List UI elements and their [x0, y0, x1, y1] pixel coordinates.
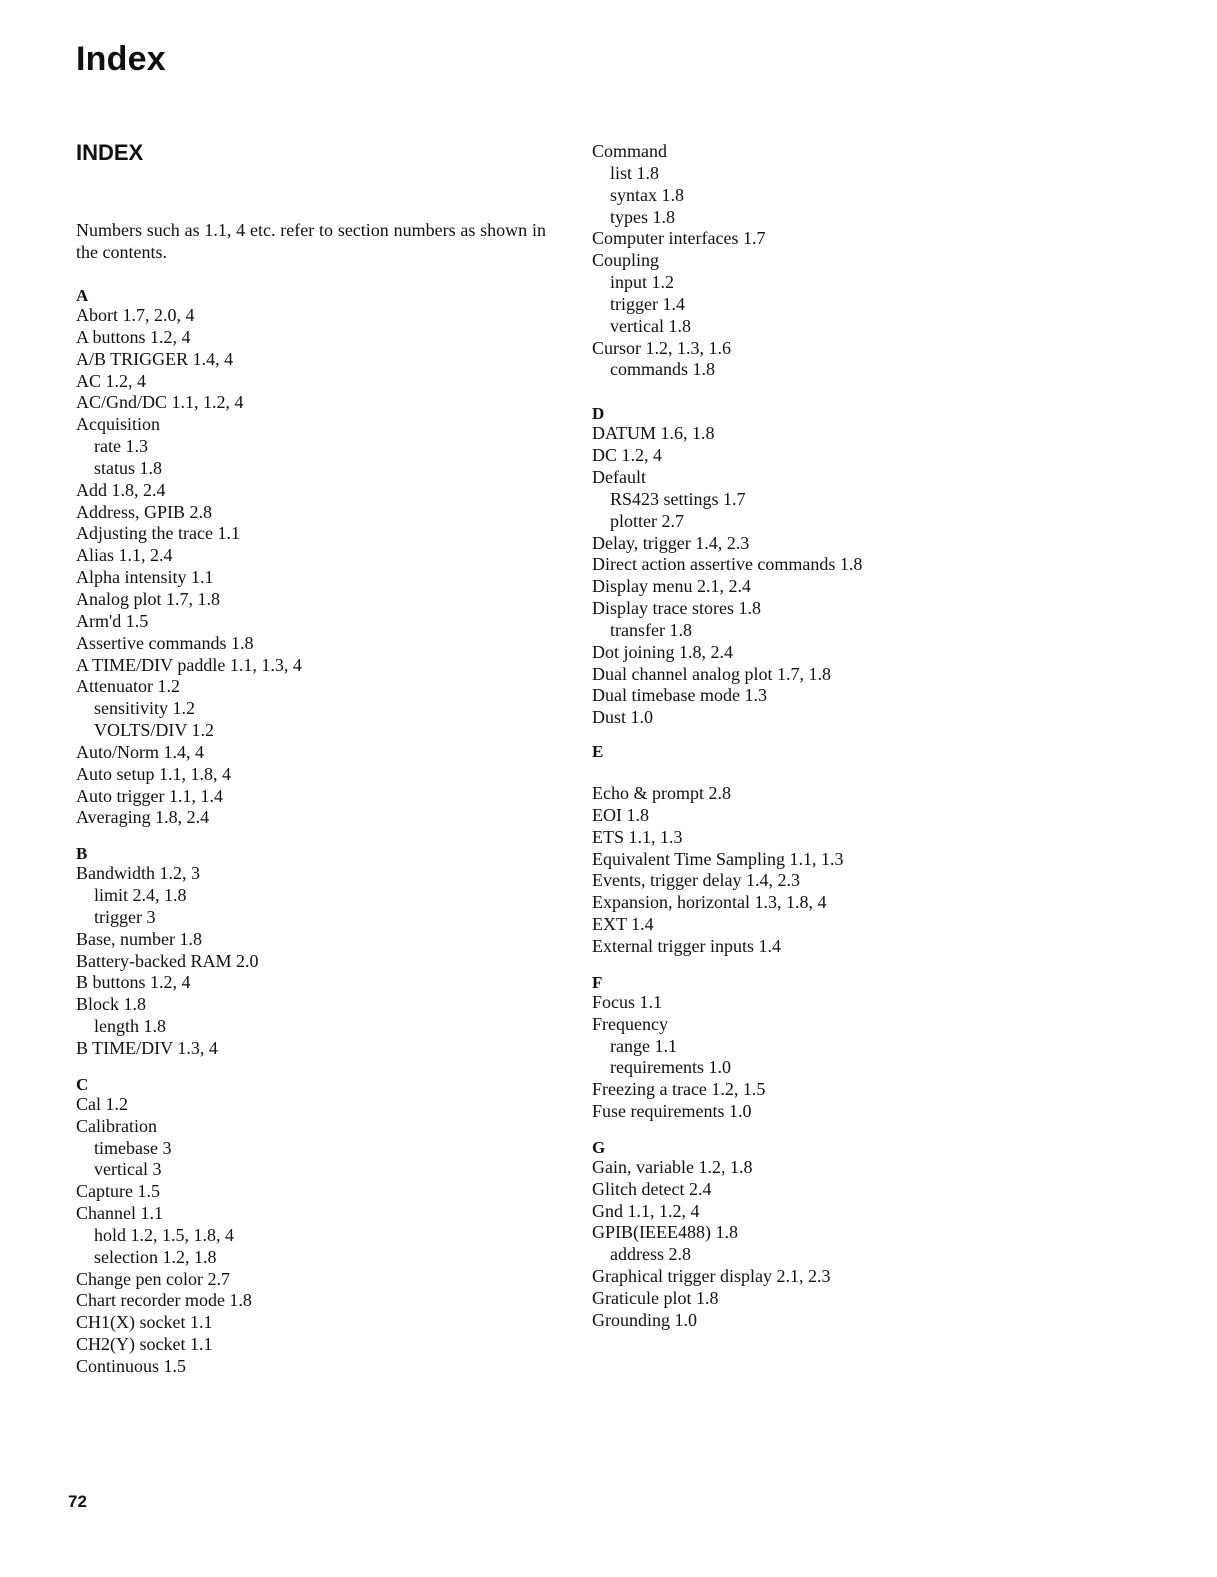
- index-subentry: VOLTS/DIV 1.2: [94, 720, 215, 741]
- index-entry: Chart recorder mode 1.8: [76, 1290, 252, 1311]
- index-subentry: plotter 2.7: [610, 510, 684, 531]
- index-entry: Display trace stores 1.8: [592, 598, 761, 619]
- letter-group-c: [76, 1064, 546, 1378]
- index-entry: Battery-backed RAM 2.0: [76, 950, 259, 971]
- page-title: Index: [76, 40, 166, 78]
- index-entry: B TIME/DIV 1.3, 4: [76, 1038, 218, 1058]
- index-entry: CH2(Y) socket 1.1: [76, 1334, 213, 1355]
- index-column-left: [76, 141, 546, 1378]
- index-entry: Cursor 1.2, 1.3, 1.6: [592, 337, 731, 358]
- index-entry: Events, trigger delay 1.4, 2.3: [592, 870, 800, 891]
- index-entry: ETS 1.1, 1.3: [592, 826, 683, 847]
- index-entry: Dust 1.0: [592, 707, 654, 728]
- index-subentry: trigger 1.4: [610, 293, 685, 314]
- index-entry: Bandwidth 1.2, 3: [76, 863, 200, 884]
- index-subentry: hold 1.2, 1.5, 1.8, 4: [94, 1224, 235, 1245]
- index-entry: Direct action assertive commands 1.8: [592, 554, 863, 575]
- letter-heading: C: [76, 1074, 89, 1094]
- index-entry: Command: [592, 141, 667, 161]
- index-subentry: range 1.1: [610, 1035, 677, 1056]
- letter-group-b: [76, 833, 546, 1060]
- index-entry: Base, number 1.8: [76, 928, 202, 949]
- index-entry: Expansion, horizontal 1.3, 1.8, 4: [592, 892, 827, 913]
- index-entry: EOI 1.8: [592, 804, 649, 825]
- index-entry: Arm'd 1.5: [76, 610, 149, 631]
- index-subentry: trigger 3: [94, 906, 156, 927]
- index-entry: GPIB(IEEE488) 1.8: [592, 1222, 738, 1243]
- index-entry: B buttons 1.2, 4: [76, 972, 191, 993]
- index-entry: Grounding 1.0: [592, 1309, 697, 1330]
- index-entry: Continuous 1.5: [76, 1355, 187, 1376]
- letter-heading: F: [592, 972, 603, 992]
- index-entry: AC/Gnd/DC 1.1, 1.2, 4: [76, 392, 244, 413]
- index-entry: Dual channel analog plot 1.7, 1.8: [592, 663, 831, 684]
- index-intro: Numbers such as 1.1, 4 etc. refer to section numbers as shown in the contents.: [76, 220, 546, 262]
- page-number: 72: [68, 1492, 87, 1511]
- index-entry: Abort 1.7, 2.0, 4: [76, 305, 195, 325]
- index-entry: Echo & prompt 2.8: [592, 783, 731, 804]
- letter-heading: A: [76, 286, 89, 305]
- letter-group-f: [592, 962, 1072, 1123]
- index-entry: Acquisition: [76, 414, 160, 435]
- letter-heading: E: [592, 742, 604, 762]
- index-entry: Dot joining 1.8, 2.4: [592, 641, 734, 662]
- index-entry: Gnd 1.1, 1.2, 4: [592, 1200, 700, 1221]
- index-subentry: commands 1.8: [610, 359, 715, 380]
- index-subentry: selection 1.2, 1.8: [94, 1246, 217, 1267]
- index-entry: Computer interfaces 1.7: [592, 228, 766, 249]
- index-subentry: rate 1.3: [94, 436, 148, 457]
- letter-heading: B: [76, 844, 88, 864]
- index-entry: Display menu 2.1, 2.4: [592, 576, 751, 597]
- index-entry: DC 1.2, 4: [592, 445, 663, 466]
- index-entry: Graticule plot 1.8: [592, 1287, 719, 1308]
- index-entry: Focus 1.1: [592, 991, 663, 1012]
- index-entry: Alpha intensity 1.1: [76, 567, 214, 588]
- index-entry: Graphical trigger display 2.1, 2.3: [592, 1266, 831, 1287]
- index-subentry: requirements 1.0: [610, 1057, 731, 1078]
- index-entry: Assertive commands 1.8: [76, 632, 254, 653]
- letter-heading: G: [592, 1137, 606, 1157]
- index-entry: Gain, variable 1.2, 1.8: [592, 1156, 753, 1177]
- index-subentry: sensitivity 1.2: [94, 698, 196, 719]
- index-entry: Block 1.8: [76, 994, 146, 1015]
- letter-group-e: [592, 733, 1072, 958]
- index-subentry: status 1.8: [94, 457, 163, 478]
- index-entry: Auto trigger 1.1, 1.4: [76, 785, 223, 806]
- index-subentry: limit 2.4, 1.8: [94, 885, 187, 906]
- index-entry: Address, GPIB 2.8: [76, 501, 213, 522]
- index-subentry: length 1.8: [94, 1016, 166, 1037]
- index-entry: CH1(X) socket 1.1: [76, 1312, 213, 1333]
- index-entry: Cal 1.2: [76, 1093, 128, 1114]
- letter-group-g: [592, 1127, 1072, 1332]
- index-entry: Equivalent Time Sampling 1.1, 1.3: [592, 848, 844, 869]
- index-entry: Averaging 1.8, 2.4: [76, 807, 210, 828]
- index-subentry: vertical 3: [94, 1159, 162, 1180]
- index-entry: AC 1.2, 4: [76, 370, 147, 391]
- index-entry: Attenuator 1.2: [76, 676, 180, 697]
- index-entry: Auto setup 1.1, 1.8, 4: [76, 763, 231, 784]
- left-letter-groups: [76, 275, 546, 1378]
- index-subentry: transfer 1.8: [610, 619, 692, 640]
- letter-heading: D: [592, 404, 605, 424]
- index-entry: Glitch detect 2.4: [592, 1178, 712, 1199]
- index-entry: Auto/Norm 1.4, 4: [76, 741, 204, 762]
- index-entry: Coupling: [592, 250, 660, 271]
- index-subentry: input 1.2: [610, 272, 675, 293]
- index-entry: A TIME/DIV paddle 1.1, 1.3, 4: [76, 654, 302, 675]
- index-entry: Analog plot 1.7, 1.8: [76, 588, 220, 609]
- section-heading: INDEX: [76, 140, 144, 165]
- index-entry: EXT 1.4: [592, 914, 654, 935]
- index-subentry: address 2.8: [610, 1244, 691, 1265]
- index-entry: Calibration: [76, 1115, 157, 1136]
- index-entry: A/B TRIGGER 1.4, 4: [76, 348, 234, 369]
- index-column-right: [592, 141, 1072, 1332]
- index-entry: Add 1.8, 2.4: [76, 479, 166, 500]
- index-subentry: timebase 3: [94, 1137, 172, 1158]
- right-lead-entries: [592, 141, 1072, 381]
- index-entry: Channel 1.1: [76, 1203, 163, 1224]
- index-entry: Freezing a trace 1.2, 1.5: [592, 1079, 766, 1100]
- index-entry: Default: [592, 466, 646, 487]
- index-subentry: syntax 1.8: [610, 184, 684, 205]
- index-entry: DATUM 1.6, 1.8: [592, 423, 715, 444]
- index-subentry: RS423 settings 1.7: [610, 488, 746, 509]
- index-entry: External trigger inputs 1.4: [592, 936, 781, 956]
- index-entry: Fuse requirements 1.0: [592, 1101, 752, 1122]
- index-entry: Delay, trigger 1.4, 2.3: [592, 532, 750, 553]
- index-entry: Change pen color 2.7: [76, 1268, 230, 1289]
- index-subentry: types 1.8: [610, 206, 675, 227]
- right-letter-groups: [592, 393, 1072, 1331]
- letter-group-a: [76, 275, 546, 829]
- index-entry: Frequency: [592, 1013, 668, 1034]
- index-entry: Adjusting the trace 1.1: [76, 523, 240, 544]
- index-subentry: list 1.8: [610, 162, 660, 183]
- index-entry: Capture 1.5: [76, 1181, 160, 1202]
- letter-group-d: [592, 393, 1072, 729]
- index-entry: A buttons 1.2, 4: [76, 326, 191, 347]
- index-entry: Alias 1.1, 2.4: [76, 545, 173, 566]
- index-entry: Dual timebase mode 1.3: [592, 685, 767, 706]
- index-subentry: vertical 1.8: [610, 315, 691, 336]
